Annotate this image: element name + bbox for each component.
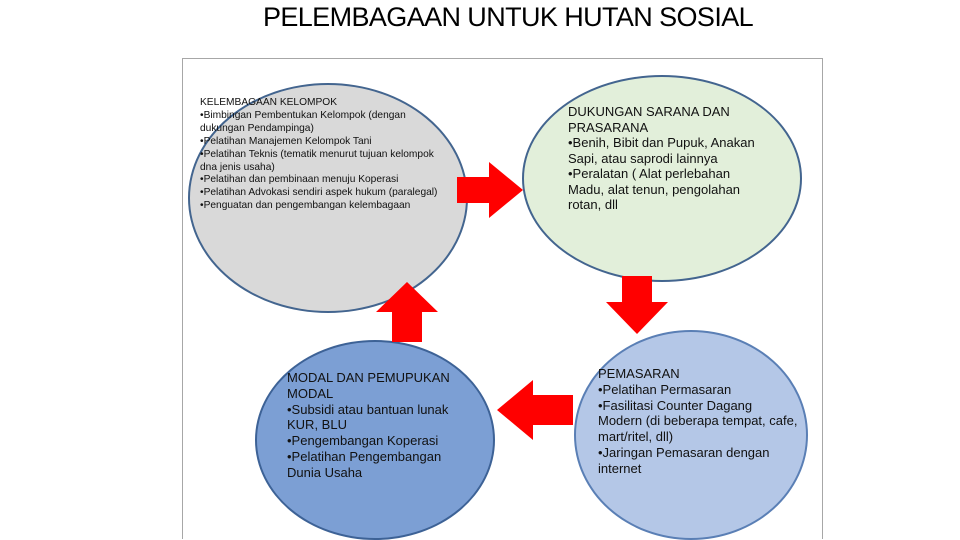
modal-heading: MODAL DAN PEMUPUKAN MODAL [287, 370, 450, 401]
page-title: PELEMBAGAAN UNTUK HUTAN SOSIAL [262, 2, 754, 32]
sarana-item: •Peralatan ( Alat perlebahan Madu, alat tenun, pengolahan rotan, dll [568, 166, 741, 212]
modal-text [287, 370, 477, 481]
kelembagaan-item: •Pelatihan dan pembinaan menuju Koperasi [200, 174, 399, 186]
pemasaran-text [598, 366, 798, 477]
kelembagaan-text [200, 97, 440, 213]
sarana-heading: DUKUNGAN SARANA DAN PRASARANA [568, 104, 730, 135]
kelembagaan-item: •Penguatan dan pengembangan kelembagaan [200, 200, 411, 212]
modal-item: •Pelatihan Pengembangan Dunia Usaha [287, 448, 442, 480]
pemasaran-item: •Pelatihan Permasaran [598, 381, 732, 397]
pemasaran-heading: PEMASARAN [598, 366, 680, 381]
kelembagaan-item: •Pelatihan Teknis (tematik menurut tujuan kelompok dna jenis usaha) [200, 148, 434, 173]
arrow-up-icon [376, 282, 438, 342]
arrow-down-icon [606, 276, 668, 334]
pemasaran-item: •Fasilitasi Counter Dagang Modern (di beberapa tempat, cafe, mart/ritel, dll) [598, 397, 798, 445]
kelembagaan-item: •Pelatihan Advokasi sendiri aspek hukum (paralegal) [200, 187, 438, 199]
modal-item: •Subsidi atau bantuan lunak KUR, BLU [287, 401, 449, 433]
kelembagaan-heading: KELEMBAGAAN KELOMPOK [200, 97, 338, 108]
pemasaran-item: •Jaringan Pemasaran dengan internet [598, 444, 770, 476]
modal-item: •Pengembangan Koperasi [287, 433, 439, 449]
kelembagaan-item: •Pelatihan Manajemen Kelompok Tani [200, 135, 372, 147]
arrow-left-icon [497, 380, 573, 440]
sarana-text [568, 104, 768, 213]
kelembagaan-item: •Bimbingan Pembentukan Kelompok (dengan dukungan Pendampinga) [200, 109, 406, 134]
sarana-item: •Benih, Bibit dan Pupuk, Anakan Sapi, atau saprodi lainnya [568, 135, 755, 166]
arrow-right-icon [457, 162, 523, 218]
